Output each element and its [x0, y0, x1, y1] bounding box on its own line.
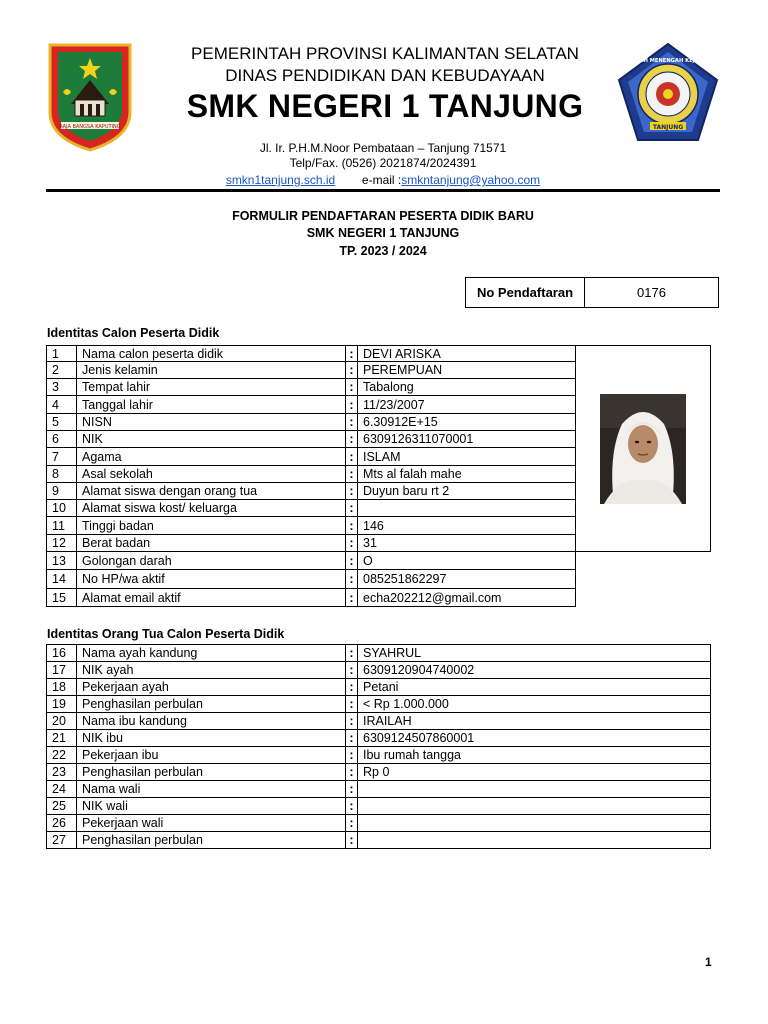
- row-number: 14: [47, 570, 77, 589]
- row-value: 31: [358, 535, 576, 552]
- table-row: [47, 662, 711, 679]
- row-label: Nama calon peserta didik: [77, 346, 346, 362]
- row-label: Pekerjaan ibu: [77, 747, 346, 764]
- row-label: Penghasilan perbulan: [77, 832, 346, 849]
- table-row: [47, 679, 711, 696]
- table-row: [47, 798, 711, 815]
- header-government: PEMERINTAH PROVINSI KALIMANTAN SELATAN: [191, 44, 579, 63]
- row-label: Tinggi badan: [77, 517, 346, 535]
- row-value: 6309126311070001: [358, 431, 576, 448]
- row-value: Petani: [358, 679, 711, 696]
- header-contact: [150, 173, 616, 187]
- row-value: IRAILAH: [358, 713, 711, 730]
- row-separator: :: [346, 662, 358, 679]
- row-number: 12: [47, 535, 77, 552]
- row-value: [358, 815, 711, 832]
- row-number: 25: [47, 798, 77, 815]
- row-separator: :: [346, 431, 358, 448]
- row-number: 4: [47, 396, 77, 414]
- student-identity-table: [46, 345, 711, 607]
- row-separator: :: [346, 570, 358, 589]
- row-label: Penghasilan perbulan: [77, 696, 346, 713]
- row-value: 146: [358, 517, 576, 535]
- row-label: Asal sekolah: [77, 466, 346, 483]
- row-separator: :: [346, 500, 358, 517]
- crest-motto: RAJA BANGSA KAPUTING: [59, 124, 121, 130]
- header-divider: [46, 189, 720, 192]
- row-number: 21: [47, 730, 77, 747]
- row-separator: :: [346, 815, 358, 832]
- email-label: e-mail :: [361, 173, 402, 187]
- row-value: [358, 832, 711, 849]
- row-separator: :: [346, 679, 358, 696]
- row-label: NIK ibu: [77, 730, 346, 747]
- empty-cell: [576, 589, 711, 607]
- row-separator: :: [346, 781, 358, 798]
- registration-label: No Pendaftaran: [466, 278, 585, 307]
- row-number: 9: [47, 483, 77, 500]
- row-number: 1: [47, 346, 77, 362]
- table-row: [47, 832, 711, 849]
- row-separator: :: [346, 747, 358, 764]
- school-emblem-logo: [616, 42, 720, 146]
- table-row: [47, 747, 711, 764]
- row-value: 11/23/2007: [358, 396, 576, 414]
- row-label: Pekerjaan ayah: [77, 679, 346, 696]
- row-number: 2: [47, 362, 77, 379]
- registration-value: 0176: [637, 285, 666, 300]
- row-separator: :: [346, 466, 358, 483]
- row-separator: :: [346, 346, 358, 362]
- row-separator: :: [346, 730, 358, 747]
- row-number: 13: [47, 552, 77, 570]
- parent-identity-table: [46, 644, 711, 849]
- row-number: 24: [47, 781, 77, 798]
- row-number: 15: [47, 589, 77, 607]
- row-label: Tempat lahir: [77, 379, 346, 396]
- website-link[interactable]: smkn1tanjung.sch.id: [225, 173, 336, 187]
- table-row: [47, 346, 711, 362]
- row-number: 18: [47, 679, 77, 696]
- table-row: [47, 730, 711, 747]
- row-label: Jenis kelamin: [77, 362, 346, 379]
- table-row: [47, 570, 711, 589]
- row-number: 5: [47, 414, 77, 431]
- row-value: DEVI ARISKA: [358, 346, 576, 362]
- header-phone: Telp/Fax. (0526) 2021874/2024391: [289, 156, 477, 170]
- table-row: [47, 552, 711, 570]
- row-number: 6: [47, 431, 77, 448]
- row-number: 8: [47, 466, 77, 483]
- emblem-text: SEKOLAH MENENGAH KEJURUAN: [620, 58, 716, 64]
- row-label: Nama wali: [77, 781, 346, 798]
- row-label: Alamat siswa dengan orang tua: [77, 483, 346, 500]
- row-value: [358, 500, 576, 517]
- row-separator: :: [346, 589, 358, 607]
- row-value: Tabalong: [358, 379, 576, 396]
- row-number: 3: [47, 379, 77, 396]
- row-value: O: [358, 552, 576, 570]
- row-label: Agama: [77, 448, 346, 466]
- row-value: Duyun baru rt 2: [358, 483, 576, 500]
- row-number: 7: [47, 448, 77, 466]
- row-number: 10: [47, 500, 77, 517]
- empty-cell: [576, 570, 711, 589]
- form-year: TP. 2023 / 2024: [339, 244, 427, 258]
- row-separator: :: [346, 448, 358, 466]
- row-value: 6309120904740002: [358, 662, 711, 679]
- row-label: Golongan darah: [77, 552, 346, 570]
- row-value: Rp 0: [358, 764, 711, 781]
- header-school-name: SMK NEGERI 1 TANJUNG: [186, 88, 584, 124]
- row-label: Berat badan: [77, 535, 346, 552]
- row-number: 27: [47, 832, 77, 849]
- row-separator: :: [346, 414, 358, 431]
- row-separator: :: [346, 645, 358, 662]
- row-label: NIK: [77, 431, 346, 448]
- row-separator: :: [346, 696, 358, 713]
- row-number: 20: [47, 713, 77, 730]
- row-number: 26: [47, 815, 77, 832]
- row-number: 23: [47, 764, 77, 781]
- row-separator: :: [346, 713, 358, 730]
- table-row: [47, 815, 711, 832]
- row-number: 22: [47, 747, 77, 764]
- row-separator: :: [346, 535, 358, 552]
- row-label: NIK wali: [77, 798, 346, 815]
- row-number: 19: [47, 696, 77, 713]
- row-separator: :: [346, 764, 358, 781]
- row-label: Alamat email aktif: [77, 589, 346, 607]
- row-number: 16: [47, 645, 77, 662]
- registration-number-box: [465, 277, 719, 308]
- row-value: Ibu rumah tangga: [358, 747, 711, 764]
- row-label: Pekerjaan wali: [77, 815, 346, 832]
- row-separator: :: [346, 362, 358, 379]
- row-label: Penghasilan perbulan: [77, 764, 346, 781]
- row-value: ISLAM: [358, 448, 576, 466]
- table-row: [47, 764, 711, 781]
- row-label: Tanggal lahir: [77, 396, 346, 414]
- row-label: Alamat siswa kost/ keluarga: [77, 500, 346, 517]
- row-separator: :: [346, 552, 358, 570]
- row-value: PEREMPUAN: [358, 362, 576, 379]
- row-value: 6.30912E+15: [358, 414, 576, 431]
- row-separator: :: [346, 798, 358, 815]
- row-value: SYAHRUL: [358, 645, 711, 662]
- student-photo-cell: [576, 346, 711, 552]
- row-value: [358, 798, 711, 815]
- page-number: 1: [705, 955, 712, 969]
- province-crest-logo: [47, 42, 133, 152]
- row-label: NIK ayah: [77, 662, 346, 679]
- row-value: < Rp 1.000.000: [358, 696, 711, 713]
- row-value: [358, 781, 711, 798]
- header-department: DINAS PENDIDIKAN DAN KEBUDAYAAN: [225, 66, 545, 85]
- table-row: [47, 781, 711, 798]
- header-address: Jl. Ir. P.H.M.Noor Pembataan – Tanjung 71571: [259, 141, 507, 155]
- empty-cell: [576, 552, 711, 570]
- row-separator: :: [346, 517, 358, 535]
- row-label: Nama ibu kandung: [77, 713, 346, 730]
- table-row: [47, 696, 711, 713]
- row-separator: :: [346, 379, 358, 396]
- row-value: 085251862297: [358, 570, 576, 589]
- row-number: 17: [47, 662, 77, 679]
- row-separator: :: [346, 396, 358, 414]
- row-value: echa202212@gmail.com: [358, 589, 576, 607]
- row-label: NISN: [77, 414, 346, 431]
- student-photo: [600, 394, 686, 504]
- row-separator: :: [346, 832, 358, 849]
- row-value: Mts al falah mahe: [358, 466, 576, 483]
- row-number: 11: [47, 517, 77, 535]
- row-label: Nama ayah kandung: [77, 645, 346, 662]
- row-label: No HP/wa aktif: [77, 570, 346, 589]
- email-link[interactable]: smkntanjung@yahoo.com: [401, 173, 541, 187]
- form-school: SMK NEGERI 1 TANJUNG: [306, 226, 460, 240]
- section-parent-title: Identitas Orang Tua Calon Peserta Didik: [47, 627, 285, 641]
- row-separator: :: [346, 483, 358, 500]
- emblem-place: TANJUNG: [652, 124, 684, 131]
- table-row: [47, 645, 711, 662]
- form-title: FORMULIR PENDAFTARAN PESERTA DIDIK BARU: [232, 209, 534, 223]
- table-row: [47, 713, 711, 730]
- section-student-title: Identitas Calon Peserta Didik: [47, 326, 220, 340]
- table-row: [47, 589, 711, 607]
- row-value: 6309124507860001: [358, 730, 711, 747]
